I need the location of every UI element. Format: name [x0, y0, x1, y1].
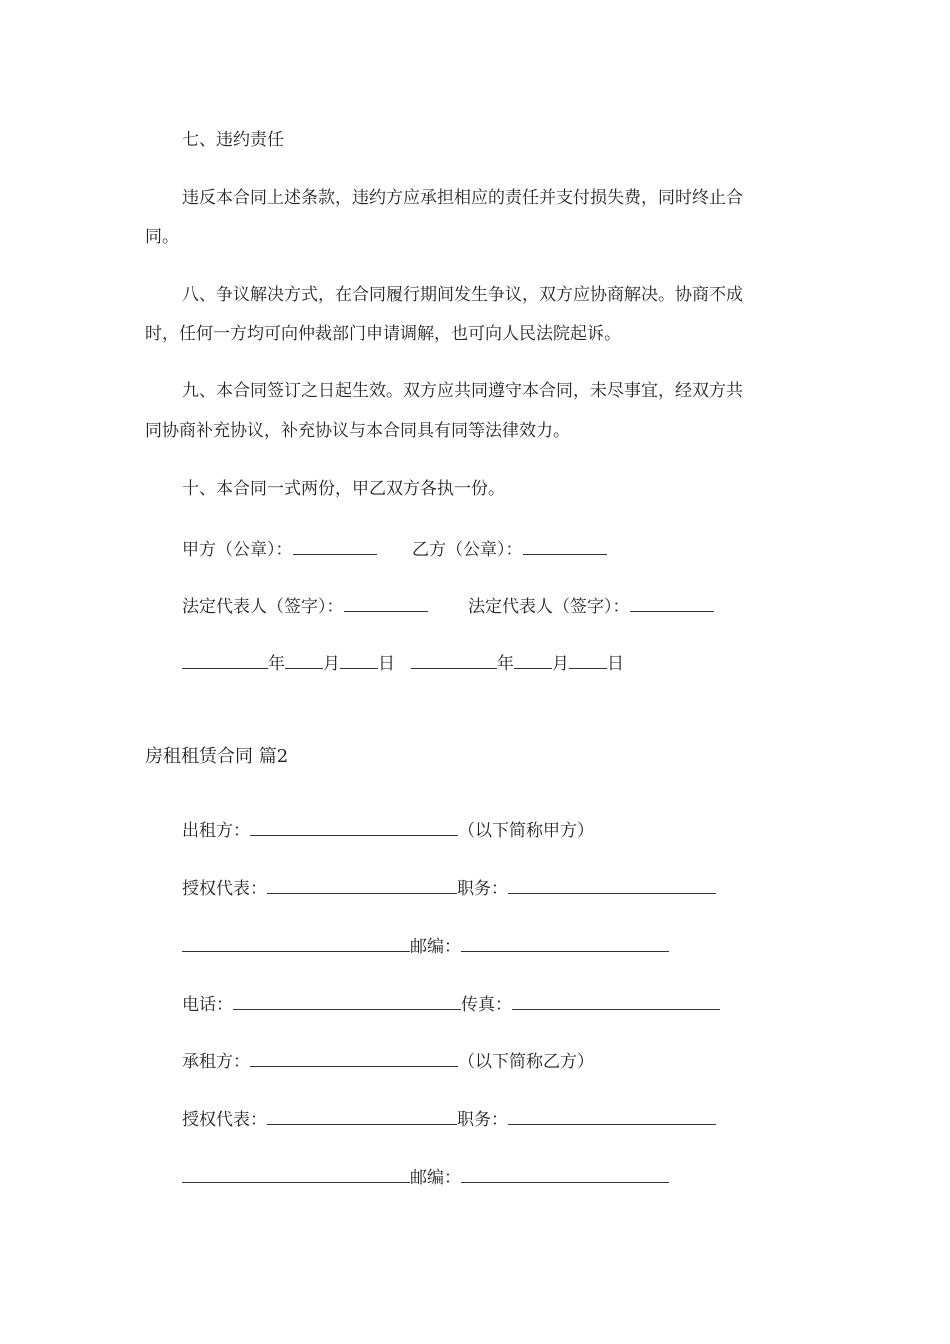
- lessee-note: （以下简称乙方）: [458, 1052, 594, 1072]
- lessee-address-row: [182, 1167, 669, 1187]
- lessee-auth-rep-blank[interactable]: [267, 1109, 457, 1125]
- party-a-day-blank[interactable]: [340, 653, 378, 669]
- lessee-rep-row: [182, 1109, 716, 1129]
- clause9-line1: 九、本合同签订之日起生效。双方应共同遵守本合同，未尽事宜，经双方共: [182, 381, 743, 401]
- month-label: 月: [323, 654, 340, 674]
- day-label: 日: [607, 654, 624, 674]
- lessor-address-blank[interactable]: [182, 936, 410, 952]
- lessor-auth-rep-blank[interactable]: [267, 878, 457, 894]
- lessor-position-blank[interactable]: [508, 878, 716, 894]
- fax-label: 传真：: [461, 995, 512, 1015]
- clause9-line2: 同协商补充协议，补充协议与本合同具有同等法律效力。: [145, 421, 570, 441]
- party-b-rep-blank[interactable]: [630, 596, 714, 612]
- party-a-seal-label: 甲方（公章）：: [182, 540, 293, 560]
- clause8-line1: 八、争议解决方式，在合同履行期间发生争议，双方应协商解决。协商不成: [182, 285, 743, 305]
- clause8-line2: 时，任何一方均可向仲裁部门申请调解，也可向人民法院起诉。: [145, 324, 621, 344]
- postcode-label: 邮编：: [410, 1168, 461, 1188]
- day-label: 日: [378, 654, 395, 674]
- lessee-row: [182, 1051, 594, 1071]
- party-b-seal-label: 乙方（公章）：: [412, 540, 523, 560]
- lessor-address-row: [182, 936, 669, 956]
- lessor-fax-blank[interactable]: [512, 994, 720, 1010]
- party-b-rep-label: 法定代表人（签字）：: [468, 597, 630, 617]
- party-a-seal-row: [182, 539, 377, 559]
- lessor-rep-row: [182, 878, 716, 898]
- lessor-blank[interactable]: [250, 820, 458, 836]
- clause7-line2: 同。: [145, 227, 179, 247]
- phone-label: 电话：: [182, 995, 233, 1015]
- party-b-date-row: [411, 653, 624, 673]
- lessee-label: 承租方：: [182, 1052, 250, 1072]
- postcode-label: 邮编：: [410, 937, 461, 957]
- clause7-line1: 违反本合同上述条款，违约方应承担相应的责任并支付损失费，同时终止合: [182, 188, 743, 208]
- lessee-address-blank[interactable]: [182, 1167, 410, 1183]
- party-a-date-row: [182, 653, 395, 673]
- contract2-title: 房租租赁合同 篇2: [145, 746, 289, 767]
- lessee-position-blank[interactable]: [508, 1109, 716, 1125]
- lessor-phone-blank[interactable]: [233, 994, 461, 1010]
- position-label: 职务：: [457, 879, 508, 899]
- party-a-seal-blank[interactable]: [293, 539, 377, 555]
- lessor-note: （以下简称甲方）: [458, 821, 594, 841]
- party-b-seal-row: [412, 539, 607, 559]
- auth-rep-label: 授权代表：: [182, 1110, 267, 1130]
- month-label: 月: [552, 654, 569, 674]
- party-a-rep-row: [182, 596, 428, 616]
- party-b-seal-blank[interactable]: [523, 539, 607, 555]
- party-a-month-blank[interactable]: [285, 653, 323, 669]
- party-b-year-blank[interactable]: [411, 653, 497, 669]
- party-a-rep-blank[interactable]: [344, 596, 428, 612]
- lessor-label: 出租方：: [182, 821, 250, 841]
- party-b-day-blank[interactable]: [569, 653, 607, 669]
- party-b-rep-row: [468, 596, 714, 616]
- year-label: 年: [268, 654, 285, 674]
- auth-rep-label: 授权代表：: [182, 879, 267, 899]
- lessor-postcode-blank[interactable]: [461, 936, 669, 952]
- year-label: 年: [497, 654, 514, 674]
- party-b-month-blank[interactable]: [514, 653, 552, 669]
- clause7-heading: 七、违约责任: [182, 130, 284, 150]
- lessee-blank[interactable]: [250, 1051, 458, 1067]
- clause10: 十、本合同一式两份，甲乙双方各执一份。: [182, 479, 505, 499]
- party-a-year-blank[interactable]: [182, 653, 268, 669]
- party-a-rep-label: 法定代表人（签字）：: [182, 597, 344, 617]
- lessee-postcode-blank[interactable]: [461, 1167, 669, 1183]
- lessor-phone-row: [182, 994, 720, 1014]
- position-label: 职务：: [457, 1110, 508, 1130]
- lessor-row: [182, 820, 594, 840]
